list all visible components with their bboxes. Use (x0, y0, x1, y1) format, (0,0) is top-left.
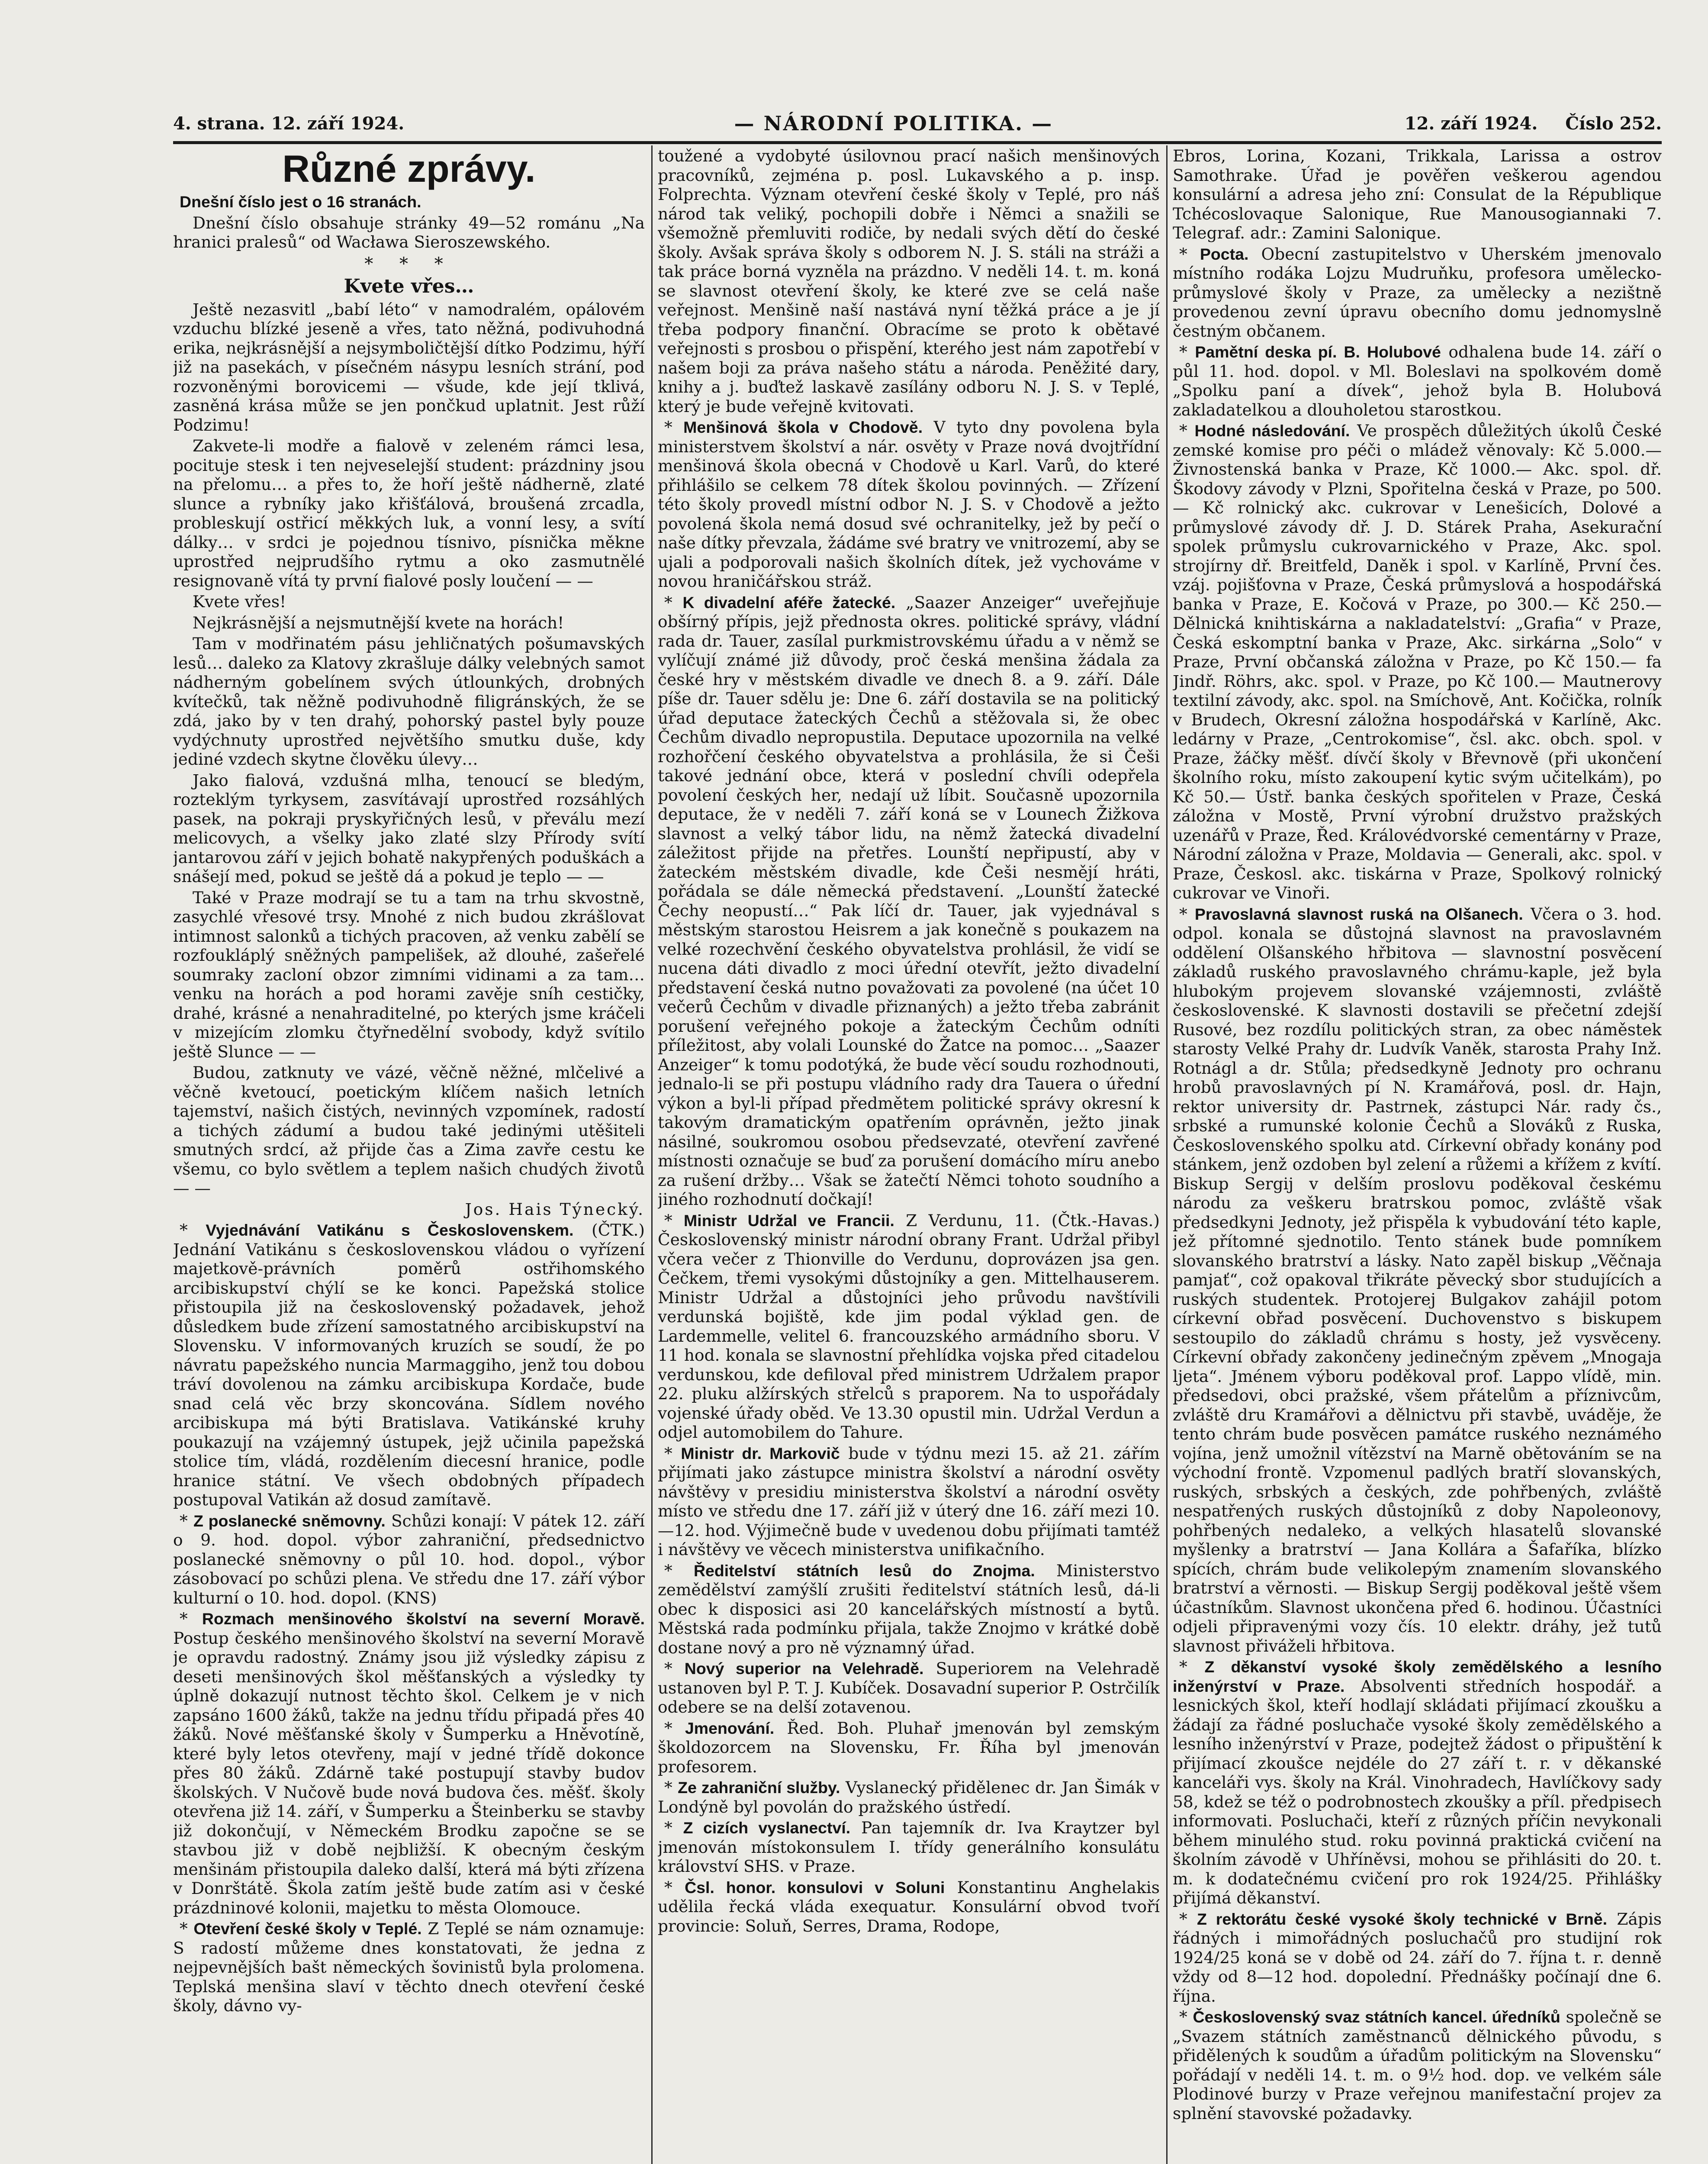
article (173, 192, 645, 212)
article: * Nový superior na Velehradě. Superiorem na Velehradě ustanoven byl P. T. J. Kubíček. Dosavadní superior P. Ostrčilík odebere se na delší zotavenou. (658, 1659, 1160, 1716)
article-heading: Menšinová škola v Chodově. (683, 418, 923, 436)
column-2 (658, 146, 1160, 2164)
article: * K divadelní aféře žatecké. „Saazer Anzeiger“ uveřejňuje obšírný přípis, jejž přednosta okres. politické správy, vládní rada dr. Tauer, zasílal purkmistrovskému úřadu a v němž se vylíčují známé již důvody, proč česká menšina žádala za české hry v městském divadle ve dnech 8. a 9. září. Dále píše dr. Tauer sdělu je: Dne 6. září dostavila se na politický úřad deputace žateckých Čechů a stěžovala si, že obec Čechům divadlo nepropustila. Deputace upozornila na velké rozhořčení českého obyvatelstva a prohlásila, že si Češi takové jednání obce, která v poslední chvíli odepřela povolení českých her, nedají už líbit. Současně upozornila deputace, že v neděli 7. září koná se v Lounech Žižkova slavnost a velký tábor lidu, na němž žatecká divadelní záležitost přijde na přetřes. Lounští nepřipustí, aby v žateckém městském divadle, kde Češi nesmějí hráti, pořádala se dále německá představení. „Lounští žatecké Čechy neopustí…“ Pak líčí dr. Tauer, jak vyjednával s městským starostou Heisrem a jak konečně s poukazem na velké rozechvění českého obyvatelstva prohlásil, že vidí se nucena dáti divadlo z moci úřední otevřít, ježto divadelní představení česká nutno považovati za povolené (na účet 10 večerů Čechům v divadle přiznaných) a ježto třeba zabránit porušení veřejného pokoje a žateckým Čechům odníti příležitost, aby volali Lounské do Žatce na pomoc… „Saazer Anzeiger“ k tomu podotýká, že bude věcí soudu rozhodnouti, jednalo-li se při postupu vládního rady dra Tauera o úřední výkon a byl-li případ předmětem politické správy okresní k takovým dramatickým opatřením oprávněn, ježto jinak násilné, soukromou osobou předsevzaté, otevření zavřené místnosti označuje se buď za porušení domácího míru anebo za rušení držby… Však se žatečtí Němci tohoto soudního a jiného rozhodnutí dočkají! (658, 593, 1160, 1209)
section-title: Různé zprávy. (282, 147, 536, 190)
article-heading: Ředitelství státních lesů do Znojma. (693, 1561, 1035, 1580)
article: * Menšinová škola v Chodově. V tyto dny povolena byla ministerstvem školství a nár. osvěty v Praze nová dvojtřídní menšinová škola obecná v Chodově u Karl. Varů, do které přihlášilo se celkem 78 dítek školou povinných. — Zřízení této školy provedl místní odbor N. J. S. v Chodově a ježto povolená škola nemá dosud své ochranitelky, jež by pečí o naše dítky převzala, žádáme své bratry ve vnitrozemí, aby se ujali a podporovali našich školních dítek, jež vychováme v novou hraničářskou stráž. (658, 418, 1160, 591)
article: * Ředitelství státních lesů do Znojma. Ministerstvo zemědělství zamýšlí zrušiti ředitelství státních lesů, dá-li obec k disposici asi 20 kancelářských místností a bytů. Městská rada podmínku přijala, takže Znojmo v krátké době dostane nový a pro ně významný úřad. (658, 1561, 1160, 1657)
issue-info (1383, 113, 1662, 134)
article-heading: Pocta. (1200, 245, 1249, 263)
article: * Jmenování. Řed. Boh. Pluhař jmenován byl zemským školdozorcem na Slovensku, Fr. Říha byl jmenován profesorem. (658, 1718, 1160, 1776)
column-divider (651, 145, 653, 2164)
masthead: — NÁRODNÍ POLITIKA. — (734, 112, 1053, 135)
article-heading: Z rektorátu české vysoké školy technické v Brně. (1197, 1910, 1608, 1928)
article-text: Obecní zastupitelstvo v Uherském jmenovalo místního rodáka Lojzu Mudruňku, profesora umělecko-průmyslové školy v Praze, za umělecky a nezištně provedenou zevní úpravu obecního domu jednomyslně čestným občanem. (1173, 244, 1662, 341)
article-text: Kvete vřes! (193, 592, 286, 611)
article-text: (ČTK.) Jednání Vatikánu s československou vládou o vyřízení majetkově-právních poměrů ostřihomského arcibiskupství chýlí se ke konci. Papežská stolice přistoupila již na československý požadavek, jehož důsledkem bude zřízení samostatného arcibiskupství na Slovensku. V informovaných kruzích se soudí, že po návratu papežského nuncia Marmaggiho, jenž tou dobou tráví dovolenou na zámku arcibiskupa Kordače, bude snad celá věc brzy skoncována. Sídlem nového arcibiskupa má býti Bratislava. Vatikánské kruhy poukazují na vzájemný ústupek, jejž učinila papežská stolice tím, vládá, rozdělením diecesní hranice, podle hranice státní. Ve všech obdobných případech postupoval Vatikán až dosud zamítavě. (173, 1220, 645, 1509)
article-text: Jako fialová, vzdušná mlha, tenoucí se bledým, rozteklým tyrkysem, zasvítávají uprostřed rozsáhlých pasek, na pokraji pryskyřičných lesů, v převálu mezí melicovych, a všelky jako zlaté slzy Přírody svítí jantarovou září v jejich bohatě nakypřených poduškách a snášejí med, pokud se ještě dá a pokud je teplo — — (173, 770, 645, 886)
article: * Otevření české školy v Teplé. Z Teplé se nám oznamuje: S radostí můžeme dnes konstatovati, že jedna z nejpevnějších bašt německých šovinistů byla prolomena. Teplská menšina slaví v těchto dnech otevření české školy, dávno vy- (173, 1919, 645, 2015)
article-text: „Saazer Anzeiger“ uveřejňuje obšírný přípis, jejž přednosta okres. politické správy, vládní rada dr. Tauer, zasílal purkmistrovskému úřadu a v němž se vylíčují známé již důvody, proč česká menšina žádala za české hry v městském divadle ve dnech 8. a 9. září. Dále píše dr. Tauer sdělu je: Dne 6. září dostavila se na politický úřad deputace žateckých Čechů a stěžovala si, že obec Čechům divadlo nepropustila. Deputace upozornila na velké rozhořčení českého obyvatelstva a prohlásila, že si Češi takové jednání obce, která v poslední chvíli odepřela povolení českých her, nedají už líbit. Současně upozornila deputace, že v neděli 7. září koná se v Lounech Žižkova slavnost a velký tábor lidu, na němž žatecká divadelní záležitost přijde na přetřes. Lounští nepřipustí, aby v žateckém městském divadle, kde Češi nesmějí hráti, pořádala se dále německá představení. „Lounští žatecké Čechy neopustí…“ Pak líčí dr. Tauer, jak vyjednával s městským starostou Heisrem a jak konečně s poukazem na velké rozechvění českého obyvatelstva prohlásil, že vidí se nucena dáti divadlo z moci úřední otevřít, ježto divadelní představení česká nutno považovati za povolené (na účet 10 večerů Čechům v divadle přiznaných) a ježto třeba zabránit porušení veřejného pokoje a žateckým Čechům odníti příležitost, aby volali Lounské do Žatce na pomoc… „Saazer Anzeiger“ k tomu podotýká, že bude věcí soudu rozhodnouti, jednalo-li se při postupu vládního rady dra Tauera o úřední výkon a byl-li případ předmětem politické správy okresní k takovým dramatickým opatřením oprávněn, ježto jinak násilné, soukromou osobou předsevzaté, otevření zavřené místnosti označuje se buď za porušení domácího míru anebo za rušení držby… Však se žatečtí Němci tohoto soudního a jiného rozhodnutí dočkají! (658, 593, 1160, 1209)
page-header (173, 109, 1662, 138)
article-heading: Vyjednávání Vatikánu s Československem. (206, 1221, 574, 1239)
article-text: Superiorem na Velehradě ustanoven byl P. T. J. Kubíček. Dosavadní superior P. Ostrčilík odebere se na delší zotavenou. (658, 1659, 1160, 1716)
article-text: Postup českého menšinového školství na severní Moravě je opravdu radostný. Známy jsou již výsledky zápisu z deseti menšinových škol měšťanských a výsledky ty úplně dokazují nutnost těchto škol. Celkem je v nich zapsáno 1600 žáků, takže na jednu třídu připadá přes 40 žáků. Nové měšťanské školy v Šumperku a Hněvotíně, které byly letos otevřeny, mají v jedné třídě dokonce přes 80 žáků. Zdárně také postupují stavby budov školských. V Nučově bude nová budova čes. měšť. školy otevřena již 14. září, v Šumperku a Šteinberku se stavby již dokončují, v Německém Brodku započne se se stavbou již v době nejbližší. K obecným českým menšinám přistoupila daleko další, která má býti zřízena v Donrštátě. Škola zatím ještě bude zatím asi v české prázdninové kolonii, majetku to města Olomouce. (173, 1628, 645, 1917)
article-text: bude v týdnu mezi 15. až 21. zářím přijímati jako zástupce ministra školství a národní osvěty návštěvy v presidiu ministerstva školství a národní osvěty místo ve středu dne 17. září již v úterý dne 16. září mezi 10.—12. hod. Výjimečně bude v uvedenou dobu přijímati tamtéž i návštěvy ve věcech ministerstva unifikačního. (658, 1443, 1160, 1559)
article-text: Absolventi středních hospodář. a lesnických škol, kteří hodlají skládati přijímací zkoušku a žádají za řádné posluchače vysoké školy zemědělského a lesního inženýrství v Praze, podejtež žádost o připuštění k přijímací zkoušce nejdéle do 27 září t. r. v děkanské kanceláři vys. školy na Král. Vinohradech, Havlíčkovy sady 58, kdež se též o podrobnostech zkoušky a příl. předpisech informovati. Posluchači, kteří z různých příčin nevykonali během minulého stud. roku povinná praktická cvičení na školním závodě v Uhříněvsi, mohou se přihlásiti do 20. t. m. k dodatečnému cvičení pro rok 1924/25. Přihlášky přijímá děkanství. (1173, 1676, 1662, 1907)
article-text: Konstantinu Anghelakis udělila řecká vláda exequatur. Konsulární obvod tvoří provincie: Soluň, Serres, Drama, Rodope, (658, 1877, 1160, 1935)
article: * Pamětní deska pí. B. Holubové odhalena bude 14. září o půl 11. hod. dopol. v Ml. Boleslavi na spolkovém domě „Spolku paní a dívek“, jehož byla B. Holubová zakladatelkou a dlouholetou starostkou. (1173, 342, 1662, 419)
feuilleton-title: Kvete vřes… (344, 275, 474, 297)
article: * Z děkanství vysoké školy zemědělského a lesního inženýrství v Praze. Absolventi středních hospodář. a lesnických škol, kteří hodlají skládati přijímací zkoušku a žádají za řádné posluchače vysoké školy zemědělského a lesního inženýrství v Praze, podejtež žádost o připuštění k přijímací zkoušce nejdéle do 27 září t. r. v děkanské kanceláři vys. školy na Král. Vinohradech, Havlíčkovy sady 58, kdež se též o podrobnostech zkoušky a příl. předpisech informovati. Posluchači, kteří z různých příčin nevykonali během minulého stud. roku povinná praktická cvičení na školním závodě v Uhříněvsi, mohou se přihlásiti do 20. t. m. k dodatečnému cvičení pro rok 1924/25. Přihlášky přijímá děkanství. (1173, 1657, 1662, 1907)
article-heading: Rozmach menšinového školství na severní Moravě. (202, 1610, 645, 1628)
column-divider (1166, 145, 1168, 2164)
article-text: Dnešní číslo obsahuje stránky 49—52 románu „Na hranici pralesů“ od Wacława Sieroszewského. (173, 213, 645, 251)
article-text: V tyto dny povolena byla ministerstvem školství a nár. osvěty v Praze nová dvojtřídní menšinová škola obecná v Chodově u Karl. Varů, do které přihlášilo se celkem 78 dítek školou povinných. — Zřízení této školy provedl místní odbor N. J. S. v Chodově a ježto povolená škola nemá dosud své ochranitelky, jež by pečí o naše dítky převzala, žádáme své bratry ve vnitrozemí, aby se ujali a podporovali našich školních dítek, jež vychováme v novou hraničářskou stráž. (658, 418, 1160, 591)
article-heading: Pamětní deska pí. B. Holubové (1195, 343, 1441, 361)
article-text: Pan tajemník dr. Iva Kraytzer byl jmenován místokonsulem I. třídy generálního konsulátu království SHS. v Praze. (658, 1818, 1160, 1876)
article: * Pocta. Obecní zastupitelstvo v Uherském jmenovalo místního rodáka Lojzu Mudruňku, profesora umělecko-průmyslové školy v Praze, za umělecky a nezištně provedenou zevní úpravu obecního domu jednomyslně čestným občanem. (1173, 244, 1662, 341)
article-heading: Jmenování. (685, 1719, 775, 1737)
article-text: Nejkrásnější a nejsmutnější kvete na horách! (193, 613, 564, 632)
article-heading: Ministr dr. Markovič (681, 1444, 840, 1462)
article-heading: Pravoslavná slavnost ruská na Olšanech. (1194, 905, 1523, 923)
article-heading: Ministr Udržal ve Francii. (684, 1211, 894, 1230)
article: * Z cizích vyslanectví. Pan tajemník dr. Iva Kraytzer byl jmenován místokonsulem I. třídy generálního konsulátu království SHS. v Praze. (658, 1818, 1160, 1876)
article: * Hodné následování. Ve prospěch důležitých úkolů České zemské komise pro péči o mládež věnovaly: Kč 5.000.— Živnostenská banka v Praze, Kč 1000.— Akc. spol. dř. Škodovy závody v Plzni, Spořitelna česká v Praze, po 500.— Kč rolnický akc. cukrovar v Lenešicích, Dolové a průmyslové závody dř. J. D. Stárek Praha, Asekurační spolek průmyslu cukrovarnického v Praze, Akc. spol. strojírny dř. Breitfeld, Daněk i spol. v Karlíně, První čes. vzáj. pojišťovna v Praze, Česká průmyslová a hospodářská banka v Praze, E. Kočová v Praze, po 300.— Kč 250.— Dělnická knihtiskárna a nakladatelství: „Grafia“ v Praze, Česká eskomptní banka v Praze, Akc. sirkárna „Solo“ v Praze, První občanská záložna v Praze, po Kč 150.— fa Jindř. Röhrs, akc. spol. v Praze, po Kč 100.— Mautnerovy textilní závody, akc. spol. na Smíchově, Ant. Kočička, rolník v Brudech, Okresní záložna hospodářská v Karlíně, Akc. ledárny v Praze, „Centrokomise“, čsl. akc. obch. spol. v Praze, žáčky měšť. dívčí školy v Břevnově (při ukončení školního roku, místo zakoupení kytic svým učitelkám), po Kč 50.— Ústř. banka českých spořitelen v Praze, Česká záložna v Mostě, První výrobní družstvo pražských uzenářů v Praze, Řed. Královédvorské cementárny v Praze, Národní záložna v Praze, Moldavia — Generali, akc. spol. v Praze, Českosl. akc. tiskárna v Praze, Spolkový rolnický cukrovar ve Vinoři. (1173, 421, 1662, 902)
article-text: Budou, zatknuty ve vázé, věčně něžné, mlčelivé a věčně kvetoucí, poetickým klíčem našich letních tajemství, našich čistých, nevinných vzpomínek, radostí a tichých zádumí a budou také jedinými utěšiteli smutných srdcí, až přijde čas a Zima zavře cestu ke všemu, co bylo světlem a teplem našich chudých životů — — (173, 1063, 645, 1198)
article: * Vyjednávání Vatikánu s Československem. (ČTK.) Jednání Vatikánu s československou vládou o vyřízení majetkově-právních poměrů ostřihomského arcibiskupství chýlí se ke konci. Papežská stolice přistoupila již na československý požadavek, jehož důsledkem bude zřízení samostatného arcibiskupství na Slovensku. V informovaných kruzích se soudí, že po návratu papežského nuncia Marmaggiho, jenž tou dobou tráví dovolenou na zámku arcibiskupa Kordače, bude snad celá věc brzy skoncována. Sídlem nového arcibiskupa má býti Bratislava. Vatikánské kruhy poukazují na vzájemný ústupek, jejž učinila papežská stolice tím, vládá, rozdělením diecesní hranice, podle hranice státní. Ve všech obdobných případech postupoval Vatikán až dosud zamítavě. (173, 1220, 645, 1509)
article-heading: Z cizích vyslanectví. (683, 1819, 851, 1837)
article-text: Řed. Boh. Pluhař jmenován byl zemským školdozorcem na Slovensku, Fr. Říha byl jmenován profesorem. (658, 1718, 1160, 1776)
article-text: Ve prospěch důležitých úkolů České zemské komise pro péči o mládež věnovaly: Kč 5.000.— Živnostenská banka v Praze, Kč 1000.— Akc. spol. dř. Škodovy závody v Plzni, Spořitelna česká v Praze, po 500.— Kč rolnický akc. cukrovar v Lenešicích, Dolové a průmyslové závody dř. J. D. Stárek Praha, Asekurační spolek průmyslu cukrovarnického v Praze, Akc. spol. strojírny dř. Breitfeld, Daněk i spol. v Karlíně, První čes. vzáj. pojišťovna v Praze, Česká průmyslová a hospodářská banka v Praze, E. Kočová v Praze, po 300.— Kč 250.— Dělnická knihtiskárna a nakladatelství: „Grafia“ v Praze, Česká eskomptní banka v Praze, Akc. sirkárna „Solo“ v Praze, První občanská záložna v Praze, po Kč 150.— fa Jindř. Röhrs, akc. spol. v Praze, po Kč 100.— Mautnerovy textilní závody, akc. spol. na Smíchově, Ant. Kočička, rolník v Brudech, Okresní záložna hospodářská v Karlíně, Akc. ledárny v Praze, „Centrokomise“, čsl. akc. obch. spol. v Praze, žáčky měšť. dívčí školy v Břevnově (při ukončení školního roku, místo zakoupení kytic svým učitelkám), po Kč 50.— Ústř. banka českých spořitelen v Praze, Česká záložna v Mostě, První výrobní družstvo pražských uzenářů v Praze, Řed. Královédvorské cementárny v Praze, Národní záložna v Praze, Moldavia — Generali, akc. spol. v Praze, Českosl. akc. tiskárna v Praze, Spolkový rolnický cukrovar ve Vinoři. (1173, 421, 1662, 902)
article-text: Z Teplé se nám oznamuje: S radostí můžeme dnes konstatovati, že jedna z nejpevnějších bašt německých šovinistů byla prolomena. Teplská menšina slaví v těchto dnech otevření české školy, dávno vy- (173, 1919, 645, 2015)
article-text: Ještě nezasvitl „babí léto“ v namodralém, opálovém vzduchu blízké jeseně a vřes, tato něžná, podivuhodná erika, nejkrásnější a nejsymboličtější dítko Podzimu, hýří již na pasekách, v písečném násypu lesních strání, pod rozvoněnými borovicemi — všude, kde její tklivá, zasněná krása může se jen pončkud uplatnit. Jest růží Podzimu! (173, 299, 645, 435)
article-text: Tam v modřinatém pásu jehličnatých pošumavských lesů… daleko za Klatovy zkrašluje dálky velebných samot nádherným gobelínem svých útlounkých, drobných kvítečků, tak něžně podivuhodně filigránských, že se zdá, jako by v ten drahý, pohorský pastel byly pouze vydýchnuty uprostřed největšího smutku duše, kdy jediné vzdech skytne člověku úlevy… (173, 634, 645, 769)
article-text: Schůzi konají: V pátek 12. září o 9. hod. dopol. výbor zahraniční, předsednictvo poslanecké sněmovny o půl 10. hod. dopol., výbor zásobovací po schůzi plena. Ve středu dne 17. září výbor kulturní o 10. hod. dopol. (KNS) (173, 1511, 645, 1607)
column-1 (173, 146, 645, 2164)
issue-number: Číslo 252. (1565, 113, 1662, 134)
page-number-date: 4. strana. 12. září 1924. (173, 113, 405, 134)
article: * Ze zahraniční služby. Vyslanecký přidělenec dr. Jan Šimák v Londýně byl povolán do pražského ústředí. (658, 1778, 1160, 1816)
article: * Čsl. honor. konsulovi v Soluni Konstantinu Anghelakis udělila řecká vláda exequatur. Konsulární obvod tvoří provincie: Soluň, Serres, Drama, Rodope, (658, 1877, 1160, 1935)
article-heading: Dnešní číslo jest o 16 stranách. (180, 193, 421, 211)
article-heading: Z děkanství vysoké školy zemědělského a lesního inženýrství v Praze. (1173, 1658, 1662, 1695)
article-text: Také v Praze modrají se tu a tam na trhu skvostně, zasychlé vřesové trsy. Mnohé z nich budou zkrášlovat intimnost salonků a tichých pracoven, až venku zabělí se rozfoukláplý sněžných pampelišek, až dlouhé, zašeřelé soumraky zacloní obzor zimními vidinami a za tam… venku na horách a pod horami zavěje sníh cestičky, drahé, krásné a nenahraditelné, po kterých jsme kráčeli v mizejícím zlomku čtyřnedělní svobody, když svítilo ještě Slunce — — (173, 888, 645, 1061)
article: * Ministr Udržal ve Francii. Z Verdunu, 11. (Čtk.-Havas.) Československý ministr národní obrany Frant. Udržal přibyl včera večer z Thionville do Verdunu, doprovázen jsa gen. Čečkem, třemi vysokými důstojníky a gen. Mittelhauserem. Ministr Udržal a důstojníci jeho průvodu navštívili verdunská bojiště, kde jim podal výklad gen. de Lardemmelle, velitel 6. francouzského armádního sboru. V 11 hod. konala se slavnostní přehlídka vojska před citadelou verdunskou, kde defiloval před ministrem Udržalem prapor 22. pluku alžírských střelců s praporem. Na to uspořádaly vojenské úřady oběd. Ve 13.30 opustil min. Udržal Verdun a odjel automobilem do Tahure. (658, 1211, 1160, 1442)
article-heading: Z poslanecké sněmovny. (193, 1511, 386, 1530)
article: * Ministr dr. Markovič bude v týdnu mezi 15. až 21. zářím přijímati jako zástupce ministra školství a národní osvěty návštěvy v presidiu ministerstva školství a národní osvěty místo ve středu dne 17. září již v úterý dne 16. září mezi 10.—12. hod. Výjimečně bude v uvedenou dobu přijímati tamtéž i návštěvy ve věcech ministerstva unifikačního. (658, 1443, 1160, 1559)
article-heading: Československý svaz státních kancel. úředníků (1193, 2008, 1560, 2026)
article-heading: Ze zahraniční služby. (678, 1778, 840, 1797)
issue-date: 12. září 1924. (1404, 113, 1538, 134)
article-text: společně se „Svazem státních zaměstnanců dělnického původu, s přidělených k soudům a úřadům politickým na Slovensku“ pořádají v neděli 14. t. m. o 9½ hod. dop. ve velkém sále Plodinové burzy v Praze veřejnou manifestační projev za splnění stavovské požadavky. (1173, 2007, 1662, 2123)
ornament: * * * (364, 254, 454, 274)
header-rule (173, 141, 1662, 144)
article-text: Z Verdunu, 11. (Čtk.-Havas.) Československý ministr národní obrany Frant. Udržal přibyl včera večer z Thionville do Verdunu, doprovázen jsa gen. Čečkem, třemi vysokými důstojníky a gen. Mittelhauserem. Ministr Udržal a důstojníci jeho průvodu navštívili verdunská bojiště, kde jim podal výklad gen. de Lardemmelle, velitel 6. francouzského armádního sboru. V 11 hod. konala se slavnostní přehlídka vojska před citadelou verdunskou, kde defiloval před ministrem Udržalem prapor 22. pluku alžírských střelců s praporem. Na to uspořádaly vojenské úřady oběd. Ve 13.30 opustil min. Udržal Verdun a odjel automobilem do Tahure. (658, 1211, 1160, 1442)
article-text: Zakvete-li modře a fialově v zeleném rámci lesa, pocituje stesk i ten nejveselejší student: prázdniny jsou na přelomu… a přes to, že hoří ještě nádherně, zlaté slunce a rybníky jako křišťálová, broušená zrcadla, probleskují ostřicí měkkých luk, a vonní lesy, a svítí dálky… v srdci je pojednou tísnivo, písnička měkne uprostřed nejprudšího rytmu a oko zasmutnělé resignovaně vítá ty první fialové posly loučení — — (173, 436, 645, 590)
article: * Rozmach menšinového školství na severní Moravě. Postup českého menšinového školství na severní Moravě je opravdu radostný. Známy jsou již výsledky zápisu z deseti menšinových škol měšťanských a výsledky ty úplně dokazují nutnost těchto škol. Celkem je v nich zapsáno 1600 žáků, takže na jednu třídu připadá přes 40 žáků. Nové měšťanské školy v Šumperku a Hněvotíně, které byly letos otevřeny, mají v jedné třídě dokonce přes 80 žáků. Zdárně také postupují stavby budov školských. V Nučově bude nová budova čes. měšť. školy otevřena již 14. září, v Šumperku a Šteinberku se stavby již dokončují, v Německém Brodku započne se se stavbou již v době nejbližší. K obecným českým menšinám přistoupila daleko další, která má býti zřízena v Donrštátě. Škola zatím ještě bude zatím asi v české prázdninové kolonii, majetku to města Olomouce. (173, 1609, 645, 1917)
column-3 (1173, 146, 1662, 2164)
article: * Pravoslavná slavnost ruská na Olšanech. Včera o 3. hod. odpol. konala se důstojná slavnost na pravoslavném oddělení Olšanského hřbitova — slavnostní posvěcení základů ruského pravoslavného chrámu-kaple, jež byla hlubokým projevem slovanské vzájemnosti, zvláště československé. K slavnosti dostavili se přečetní zdejší Rusové, bez rozdílu politických stran, za obec náměstek starosty Velké Prahy dr. Ludvík Vaněk, starosta Prahy Inž. Rotnágl a dr. Stůla; předsedkyně Jednoty pro ochranu hrobů pravoslavných pí N. Kramářová, posl. dr. Hajn, rektor university dr. Pastrnek, zástupci Nár. rady čs., srbské a rumunské kolonie Čechů a Slováků z Ruska, Československého spolku atd. Církevní obřady konány pod stánkem, jenž ozdoben byl zelení a růžemi a křížem z kvítí. Biskup Sergij v delším proslovu poděkoval českému národu za veškeru bratrskou pomoc, zvláště však předsedkyni Jednoty, jež přispěla k vybudování této kaple, jež přítomné sjednotilo. Tento stánek bude pomníkem slovanského bratrství a lásky. Nato zapěl biskup „Věčnaja pamjať“, což opakoval třikráte pěvecký sbor studujících a ruských studentek. Protojerej Bulgakov zahájil potom církevní obřad posvěcení. Duchovenstvo s biskupem sestoupilo do základů chrámu s hosty, jež vysvěceny. Církevní obřady zakončeny jedinečným zpěvem „Mnogaja ljeta“. Jménem výboru poděkoval prof. Lappo vlídě, min. předsedovi, obci pražské, všem přátelům a příznivcům, zvláště dru Kramářovi a dělnictvu při stavbě, uváděje, že tento chrám bude posvěcen památce ruského neznámého vojína, jenž umožnil vítězství na Marně obětováním se na východní frontě. Vzpomenul padlých bratří slovanských, ruských, srbských a českých, zde pohřbených, zvláště nespatřených ruských důstojníků z doby Napoleonovy, pohřbených nedaleko, a velkých hlasatelů slovanské myšlenky a bratrství — Jana Kollára a Šafaříka, blízko spících, chrám bude velikolepým znamením slovanského bratrství a věrnosti. — Biskup Sergij poděkoval ještě všem účastníkům. Slavnost ukončena před 6. hodinou. Účastníci odjeli připravenými vozy čís. 10 elektr. dráhy, jež tutů slavnost přiváželi hřbitova. (1173, 904, 1662, 1655)
article-heading: Otevření české školy v Teplé. (193, 1919, 422, 1938)
article-text: Včera o 3. hod. odpol. konala se důstojná slavnost na pravoslavném oddělení Olšanského hřbitova — slavnostní posvěcení základů ruského pravoslavného chrámu-kaple, jež byla hlubokým projevem slovanské vzájemnosti, zvláště československé. K slavnosti dostavili se přečetní zdejší Rusové, bez rozdílu politických stran, za obec náměstek starosty Velké Prahy dr. Ludvík Vaněk, starosta Prahy Inž. Rotnágl a dr. Stůla; předsedkyně Jednoty pro ochranu hrobů pravoslavných pí N. Kramářová, posl. dr. Hajn, rektor university dr. Pastrnek, zástupci Nár. rady čs., srbské a rumunské kolonie Čechů a Slováků z Ruska, Československého spolku atd. Církevní obřady konány pod stánkem, jenž ozdoben byl zelení a růžemi a křížem z kvítí. Biskup Sergij v delším proslovu poděkoval českému národu za veškeru bratrskou pomoc, zvláště však předsedkyni Jednoty, jež přispěla k vybudování této kaple, jež přítomné sjednotilo. Tento stánek bude pomníkem slovanského bratrství a lásky. Nato zapěl biskup „Věčnaja pamjať“, což opakoval třikráte pěvecký sbor studujících a ruských studentek. Protojerej Bulgakov zahájil potom církevní obřad posvěcení. Duchovenstvo s biskupem sestoupilo do základů chrámu s hosty, jež vysvěceny. Církevní obřady zakončeny jedinečným zpěvem „Mnogaja ljeta“. Jménem výboru poděkoval prof. Lappo vlídě, min. předsedovi, obci pražské, všem přátelům a příznivcům, zvláště dru Kramářovi a dělnictvu při stavbě, uváděje, že tento chrám bude posvěcen památce ruského neznámého vojína, jenž umožnil vítězství na Marně obětováním se na východní frontě. Vzpomenul padlých bratří slovanských, ruských, srbských a českých, zde pohřbených, zvláště nespatřených ruských důstojníků z doby Napoleonovy, pohřbených nedaleko, a velkých hlasatelů slovanské myšlenky a bratrství — Jana Kollára a Šafaříka, blízko spících, chrám bude velikolepým znamením slovanského bratrství a věrnosti. — Biskup Sergij poděkoval ještě všem účastníkům. Slavnost ukončena před 6. hodinou. Účastníci odjeli připravenými vozy čís. 10 elektr. dráhy, jež tutů slavnost přiváželi hřbitova. (1173, 904, 1662, 1655)
article-text: toužené a vydobyté úsilovnou prací našich menšinových pracovníků, zejména p. posl. Lukavského a p. insp. Folprechta. Význam otevření české školy v Teplé, pro náš národ tak veliký, pochopili dobře i Němci a snažili se všemožně přemluviti rodiče, by nedali svých dětí do české školy. Avšak správa školy s odborem N. J. S. stáli na stráži a tak práce borná vyzněla na prázdno. V neděli 14. t. m. koná se slavnost otevření školy, ke které zve se celá naše veřejnost. Menšině naší nastává nyní těžká práce a je jí třeba podpory finanční. Obracíme se proto k obětavé veřejnosti s prosbou o přispění, kterého jest nám zapotřebí v našem boji za práva našeho státu a národa. Peněžité dary, knihy a j. buďtež laskavě zasílány odboru N. J. S. v Teplé, který je bude veřejně kvitovati. (658, 146, 1160, 416)
article-heading: Čsl. honor. konsulovi v Soluni (685, 1878, 945, 1897)
article-heading: Nový superior na Velehradě. (684, 1659, 924, 1678)
article: * Československý svaz státních kancel. úředníků společně se „Svazem státních zaměstnanců dělnického původu, s přidělených k soudům a úřadům politickým na Slovensku“ pořádají v neděli 14. t. m. o 9½ hod. dop. ve velkém sále Plodinové burzy v Praze veřejnou manifestační projev za splnění stavovské požadavky. (1173, 2007, 1662, 2123)
article-text: Ebros, Lorina, Kozani, Trikkala, Larissa a ostrov Samothrake. Úřad je pověřen veškerou agendou konsulární a adresa jeho zní: Consulat de la République Tchécoslovaque Salonique, Rue Manousogiannaki 7. Telegraf. adr.: Zamini Salonique. (1173, 146, 1662, 242)
article: * Z poslanecké sněmovny. Schůzi konají: V pátek 12. září o 9. hod. dopol. výbor zahraniční, předsednictvo poslanecké sněmovny o půl 10. hod. dopol., výbor zásobovací po schůzi plena. Ve středu dne 17. září výbor kulturní o 10. hod. dopol. (KNS) (173, 1511, 645, 1607)
author-signature: Jos. Hais Týnecký. (465, 1199, 645, 1219)
article-text: Vyslanecký přidělenec dr. Jan Šimák v Londýně byl povolán do pražského ústředí. (658, 1778, 1160, 1816)
article-text: Zápis řádných i mimořádných posluchačů pro studijní rok 1924/25 koná se v době od 24. září do 7. října t. r. denně vždy od 8—12 hod. dopolední. Přednášky počínají dne 6. října. (1173, 1909, 1662, 2006)
article-heading: Hodné následování. (1194, 422, 1350, 440)
article-heading: K divadelní aféře žatecké. (682, 593, 896, 612)
article-text: odhalena bude 14. září o půl 11. hod. dopol. v Ml. Boleslavi na spolkovém domě „Spolku paní a dívek“, jehož byla B. Holubová zakladatelkou a dlouholetou starostkou. (1173, 342, 1662, 419)
article: * Z rektorátu české vysoké školy technické v Brně. Zápis řádných i mimořádných posluchačů pro studijní rok 1924/25 koná se v době od 24. září do 7. října t. r. denně vždy od 8—12 hod. dopolední. Přednášky počínají dne 6. října. (1173, 1909, 1662, 2006)
article-text: Ministerstvo zemědělství zamýšlí zrušiti ředitelství státních lesů, dá-li obec k disposici asi 20 kancelářských místností a bytů. Městská rada podmínku přijala, takže Znojmo v krátké době dostane nový a pro ně významný úřad. (658, 1561, 1160, 1657)
